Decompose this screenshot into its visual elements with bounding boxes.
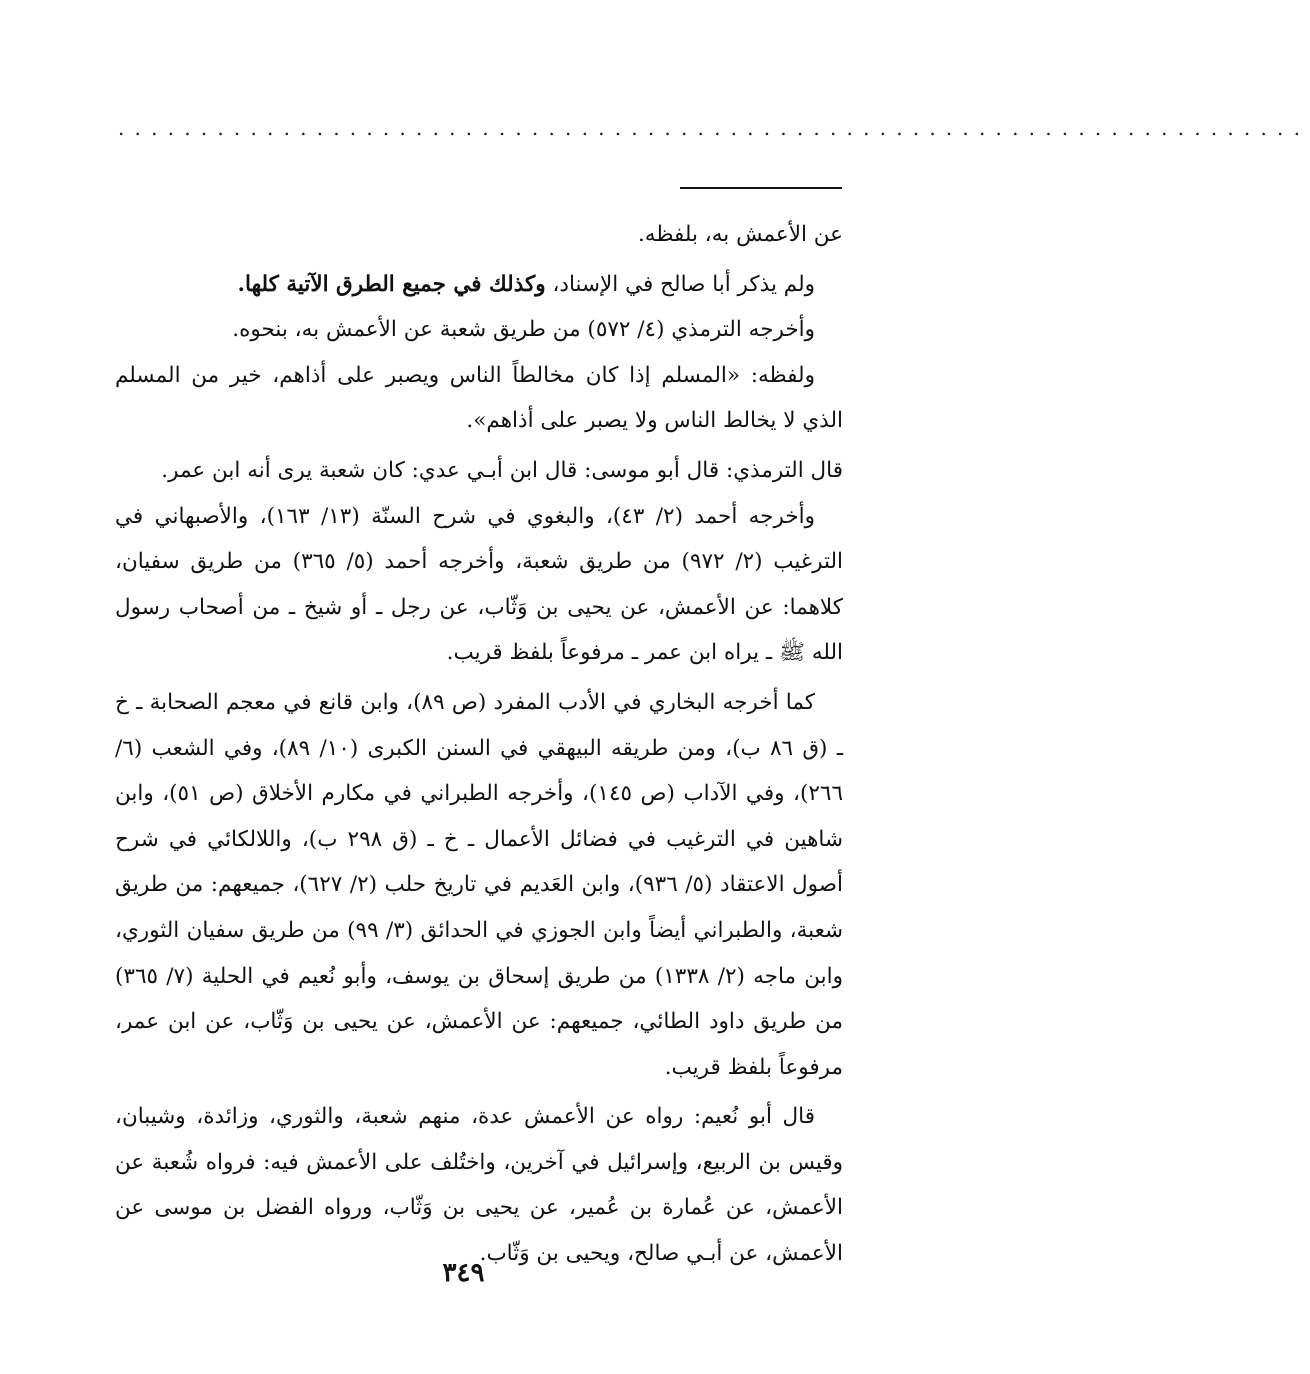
paragraph-7: كما أخرجه البخاري في الأدب المفرد (ص ٨٩)، وابن قانع في معجم الصحابة ـ خ ـ (ق ٨٦ ب)، ومن طريقه البيهقي في السنن الكبرى (١٠/ ٨٩)، وفي الشعب (٦/ ٢٦٦)، وفي الآداب (ص ١٤٥)، وأخرجه الطبراني في مكارم الأخلاق (ص ٥١)، وابن شاهين في الترغيب في فضائل الأعمال ـ خ ـ (ق ٢٩٨ ب)، واللالكائي في شرح أصول الاعتقاد (٥/ ٩٣٦)، وابن العَديم في تاريخ حلب (٢/ ٦٢٧)، جميعهم: من طريق شعبة، والطبراني أيضاً وابن الجوزي في الحدائق (٣/ ٩٩) من طريق سفيان الثوري، وابن ماجه (٢/ ١٣٣٨) من طريق إسحاق بن يوسف، وأبو نُعيم في الحلية (٧/ ٣٦٥) من طريق داود الطائي، جميعهم: عن الأعمش، عن يحيى بن وَثّاب، عن ابن عمر، مرفوعاً بلفظ قريب. [115, 689, 844, 1080]
paragraph-6: وأخرجه أحمد (٢/ ٤٣)، والبغوي في شرح السنّة (١٣/ ١٦٣)، والأصبهاني في الترغيب (٢/ ٩٧٢) من طريق شعبة، وأخرجه أحمد (٥/ ٣٦٥) من طريق سفيان، كلاهما: عن الأعمش، عن يحيى بن وَثّاب، عن رجل ـ أو شيخ ـ من أصحاب رسول الله ﷺ ـ يراه ابن عمر ـ مرفوعاً بلفظ قريب. [115, 503, 844, 666]
paragraph-2-bold: وكذلك في جميع الطرق الآتية كلها. [237, 271, 546, 297]
paragraph-2-plain: ولم يذكر أبا صالح في الإسناد، [545, 271, 815, 297]
paragraph-4: ولفظه: «المسلم إذا كان مخالطاً الناس ويصبر على أذاهم، خير من المسلم الذي لا يخالط الناس ولا يصبر على أذاهم». [115, 362, 843, 434]
dotted-divider: ........................................................................ [118, 116, 1310, 140]
page-number: ٣٤٩ [442, 1258, 485, 1288]
paragraph-5: قال الترمذي: قال أبو موسى: قال ابن أبـي عدي: كان شعبة يرى أنه ابن عمر. [161, 457, 843, 483]
paragraph-2 [115, 262, 843, 308]
footnote-body [115, 212, 843, 1277]
paragraph-8: قال أبو نُعيم: رواه عن الأعمش عدة، منهم شعبة، والثوري، وزائدة، وشيبان، وقيس بن الربيع، وإسرائيل في آخرين، واختُلف على الأعمش فيه: فرواه شُعبة عن الأعمش، عن عُمارة بن عُمير، عن يحيى بن وَثّاب، ورواه الفضل بن موسى عن الأعمش، عن أبـي صالح، ويحيى بن وَثّاب. [115, 1104, 843, 1267]
paragraph-3: وأخرجه الترمذي (٤/ ٥٧٢) من طريق شعبة عن الأعمش به، بنحوه. [232, 317, 815, 343]
paragraph-1: عن الأعمش به، بلفظه. [637, 222, 843, 247]
footnote-rule [680, 187, 842, 189]
